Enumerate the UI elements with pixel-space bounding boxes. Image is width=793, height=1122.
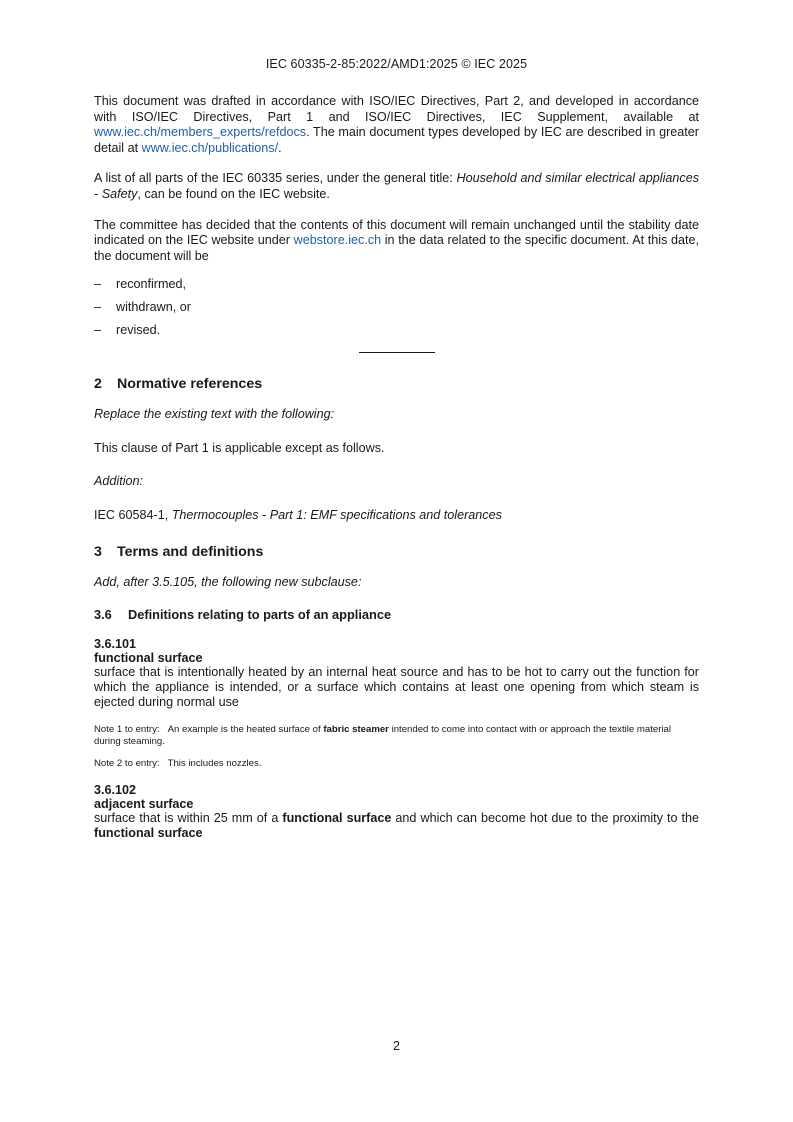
subclause-title: Definitions relating to parts of an appliance	[128, 607, 392, 623]
intro-paragraph-directives	[94, 94, 699, 156]
clause-number: 3	[94, 543, 102, 560]
reference-title: Thermocouples - Part 1: EMF specifications and tolerances	[171, 507, 502, 522]
clause-title: Terms and definitions	[117, 543, 264, 560]
term-number: 3.6.102	[94, 783, 137, 798]
text-run: . The main document types developed by IEC are described in greater detail at	[94, 125, 699, 155]
term-reference: functional surface	[94, 826, 203, 841]
list-item	[94, 323, 699, 339]
publications-link[interactable]: www.iec.ch/publications/	[141, 140, 279, 155]
clause-number: 2	[94, 376, 102, 393]
clause-2-addition: Addition:	[94, 474, 144, 489]
note-to-entry	[94, 758, 699, 770]
document-body	[94, 94, 699, 841]
text-run: This includes nozzles.	[167, 758, 262, 770]
list-item	[94, 277, 699, 293]
separator-line	[359, 352, 435, 353]
refdocs-link[interactable]: www.iec.ch/members_experts/refdocs	[94, 125, 307, 140]
dash-bullet: –	[94, 322, 102, 337]
list-item-text: revised.	[116, 322, 161, 337]
page-number: 2	[393, 1039, 400, 1053]
stability-options-list	[94, 277, 699, 338]
intro-paragraph-stability	[94, 218, 699, 265]
text-run: The committee has decided that the contents of this document will remain unchanged until the stability date indicated on the IEC website under	[94, 217, 699, 248]
term-entry	[94, 637, 699, 710]
clause-3-instruction: Add, after 3.5.105, the following new subclause:	[94, 574, 362, 589]
term-number: 3.6.101	[94, 637, 137, 652]
text-run: intended to come into contact with or approach the textile material during steaming.	[94, 724, 672, 748]
text-run: IEC 60584-1,	[94, 507, 172, 522]
term-reference: fabric steamer	[323, 724, 389, 736]
term-name: adjacent surface	[94, 797, 194, 812]
list-item-text: reconfirmed,	[116, 277, 186, 292]
text-run: .	[278, 140, 282, 155]
clause-2-text: This clause of Part 1 is applicable except as follows.	[94, 440, 385, 455]
subclause-3-6-heading	[94, 607, 699, 622]
note-label: Note 2 to entry:	[94, 758, 160, 770]
subclause-number: 3.6	[94, 607, 112, 623]
page-header: IEC 60335-2-85:2022/AMD1:2025 © IEC 2025	[265, 57, 528, 71]
text-run: surface that is within 25 mm of a	[94, 811, 283, 826]
series-title: Household and similar electrical appliances - Safety	[94, 171, 699, 201]
term-entry	[94, 783, 699, 841]
text-run: This document was drafted in accordance with ISO/IEC Directives, Part 2, and developed in accordance with ISO/IEC Directives, Part 1 and ISO/IEC Directives, IEC Supplement, available at	[94, 94, 699, 124]
clause-2-instruction: Replace the existing text with the following:	[94, 407, 335, 422]
term-reference: functional surface	[282, 811, 392, 826]
normative-reference	[94, 508, 699, 524]
term-definition	[94, 811, 699, 841]
text-run: , can be found on the IEC website.	[137, 186, 330, 201]
note-label: Note 1 to entry:	[94, 724, 160, 736]
clause-title: Normative references	[117, 376, 263, 393]
text-run: in the data related to the specific document. At this date, the document will be	[94, 233, 700, 263]
note-to-entry	[94, 724, 699, 748]
webstore-link[interactable]: webstore.iec.ch	[293, 233, 382, 248]
term-name: functional surface	[94, 651, 203, 666]
intro-paragraph-series	[94, 171, 699, 202]
term-definition: surface that is intentionally heated by an internal heat source and has to be hot to carry out the function for which the appliance is intended, or a surface which contains at least one opening from which steam is ejected during normal use	[94, 665, 699, 710]
list-item-text: withdrawn, or	[116, 299, 191, 314]
clause-2-heading	[94, 376, 699, 392]
dash-bullet: –	[94, 299, 102, 314]
text-run: A list of all parts of the IEC 60335 series, under the general title:	[94, 171, 457, 186]
text-run: and which can become hot due to the proximity to the	[391, 811, 700, 826]
dash-bullet: –	[94, 277, 102, 292]
clause-3-heading	[94, 544, 699, 560]
text-run: An example is the heated surface of	[167, 724, 324, 736]
list-item	[94, 300, 699, 316]
